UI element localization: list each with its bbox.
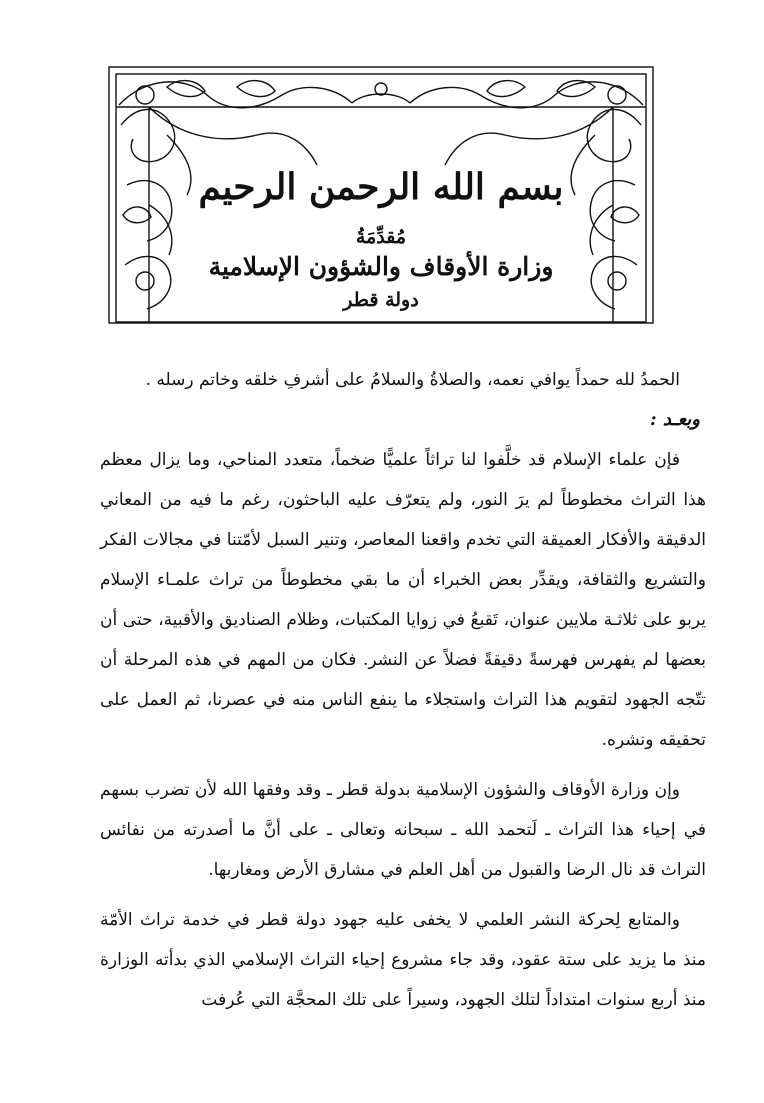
title-block — [107, 65, 655, 325]
transition-phrase: وبعـد : — [649, 409, 700, 430]
paragraph-publishing: والمتابع لِحركة النشر العلمي لا يخفى عليه جهود دولة قطر في خدمة تراث الأمّة منذ ما يزيد على ستة عقود، وقد جاء مشروع إحياء التراث الإسلامي الذي بدأته الوزارة منذ أربع سنوات امتداداً لتلك الجهود، وسيراً على تلك المحجَّة التي عُرفت — [100, 910, 706, 1010]
ministry-title: وزارة الأوقاف والشؤون الإسلامية — [208, 252, 554, 281]
introduction-heading: مُقدِّمَةُ — [355, 226, 407, 248]
opening-paragraph: الحمدُ لله حمداً يوافي نعمه، والصلاةُ والسلامُ على أشرفِ خلقه وخاتم رسله . — [145, 370, 680, 390]
paragraph-ministry: وإن وزارة الأوقاف والشؤون الإسلامية بدولة قطر ـ وقد وفقها الله لأن تضرب بسهم في إحياء هذا التراث ـ لَتحمد الله ـ سبحانه وتعالى ـ على أنَّ ما أصدرته من نفائس التراث قد نال الرضا والقبول من أهل العلم في مشارق الأرض ومغاربها. — [100, 780, 706, 880]
body-text — [100, 360, 706, 1020]
paragraph-heritage: فإن علماء الإسلام قد خلَّفوا لنا تراثاً علميًّا ضخماً، متعدد المناحي، وما يزال معظم هذا التراث مخطوطاً لم يرَ النور، ولم يتعرّف عليه الباحثون، رغم ما فيه من المعاني الدقيقة والأفكار العميقة التي تخدم واقعنا المعاصر، وتنير السبل لأمّتنا في مجالات الفكر والتشريع والثقافة، ويقدِّر بعض الخبراء أن ما بقي مخطوطاً من تراث علمـاء الإسلام يربو على ثلاثـة ملايين عنوان، تَقبعُ في زوايا المكتبات، وظلام الصناديق والأقبية، حتى أن بعضها لم يفهرس فهرسةً دقيقةً فضلاً عن النشر. فكان من المهم في هذه المرحلة أن تتّجه الجهود لتقويم هذا التراث واستجلاء ما ينفع الناس منه في عصرنا، ثم العمل على تحقيقه ونشره. — [100, 450, 706, 750]
country-title: دولة قطر — [343, 289, 419, 311]
basmala-calligraphy: بسم الله الرحمن الرحيم — [198, 166, 564, 208]
